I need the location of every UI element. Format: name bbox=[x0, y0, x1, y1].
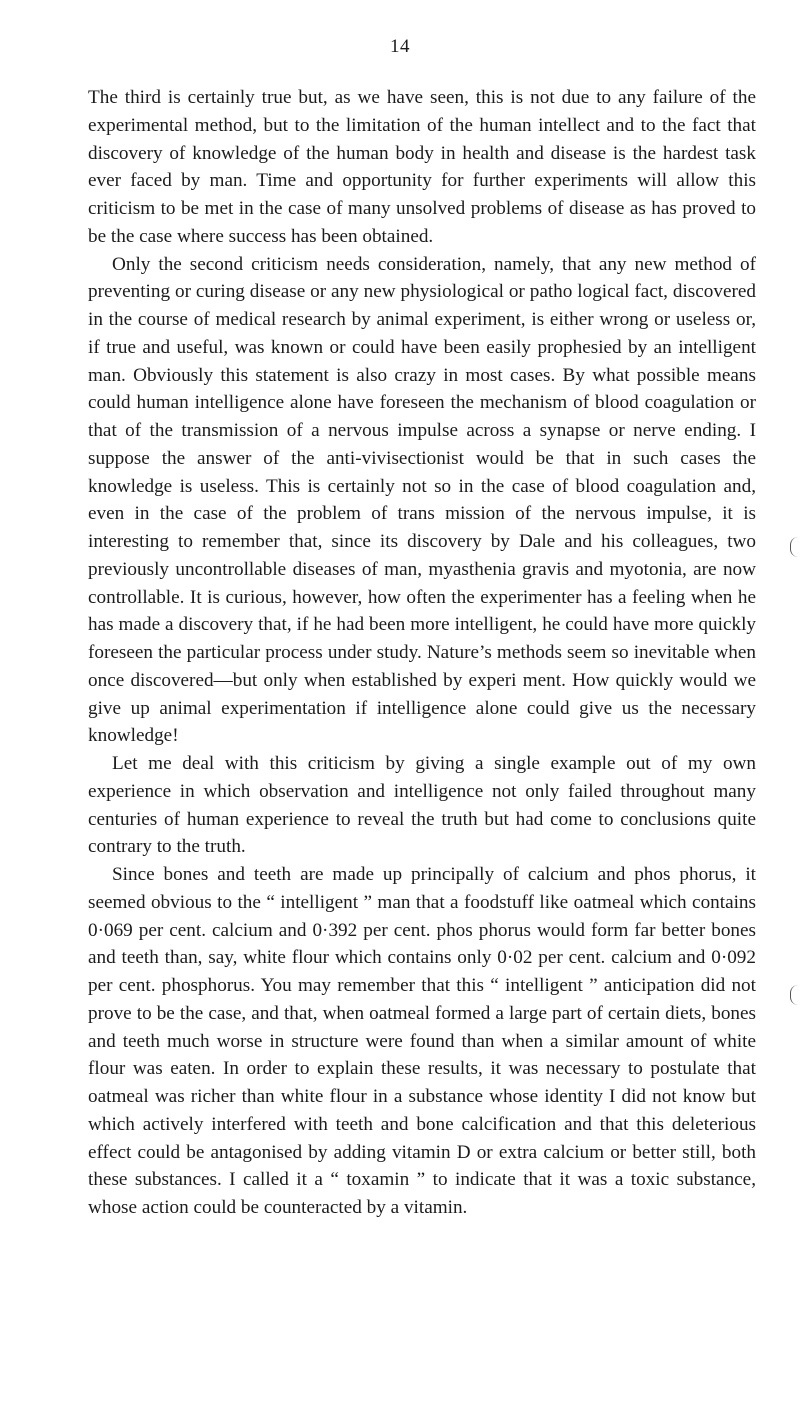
paragraph-2: Only the second criticism needs consideration, namely, that any new method of preventing or curing disease or any new physiological or patho logical fact, discovered in the course of medical research by animal experiment, is either wrong or useless or, if true and useful, was known or could have been easily prophesied by an intelligent man. Obviously this statement is also crazy in most cases. By what possible means could human intelligence alone have foreseen the mechanism of blood coagulation or that of the transmission of a nervous impulse across a synapse or nerve ending. I suppose the answer of the anti-vivisectionist would be that in such cases the knowledge is useless. This is certainly not so in the case of blood coagulation and, even in the case of the problem of trans mission of the nervous impulse, it is interesting to remember that, since its discovery by Dale and his colleagues, two previously uncontrollable diseases of man, myasthenia gravis and myotonia, are now controllable. It is curious, however, how often the experimenter has a feeling when he has made a discovery that, if he had been more intelligent, he could have more quickly foreseen the particular process under study. Nature’s methods seem so inevitable when once discovered—but only when established by experi ment. How quickly would we give up animal experimentation if intelligence alone could give us the necessary knowledge! bbox=[88, 253, 756, 747]
page-number: 14 bbox=[390, 36, 410, 57]
body-text bbox=[88, 84, 756, 1222]
paragraph-3: Let me deal with this criticism by giving a single example out of my own experience in which observation and intelligence not only failed throughout many centuries of human experience to reveal the truth but had come to conclusions quite contrary to the truth. bbox=[88, 753, 756, 858]
paragraph-1: The third is certainly true but, as we have seen, this is not due to any failure of the experimental method, but to the limitation of the human intellect and to the fact that discovery of knowledge of the human body in health and disease is the hardest task ever faced by man. Time and opportunity for further experiments will allow this criticism to be met in the case of many unsolved problems of disease as has proved to be the case where success has been obtained. bbox=[88, 87, 756, 247]
binding-mark bbox=[790, 985, 799, 1005]
binding-mark bbox=[790, 537, 799, 557]
paragraph-4: Since bones and teeth are made up principally of calcium and phos phorus, it seemed obvious to the “ intelligent ” man that a foodstuff like oatmeal which contains 0·069 per cent. calcium and 0·392 per cent. phos phorus would form far better bones and teeth than, say, white flour which contains only 0·02 per cent. calcium and 0·092 per cent. phosphorus. You may remember that this “ intelligent ” anticipation did not prove to be the case, and that, when oatmeal formed a large part of certain diets, bones and teeth much worse in structure were found than when a similar amount of white flour was eaten. In order to explain these results, it was necessary to postulate that oatmeal was richer than white flour in a substance whose identity I did not know but which actively interfered with teeth and bone calcification and that this deleterious effect could be antagonised by adding vitamin D or extra calcium or better still, both these substances. I called it a “ toxamin ” to indicate that it was a toxic substance, whose action could be counteracted by a vitamin. bbox=[88, 864, 756, 1218]
